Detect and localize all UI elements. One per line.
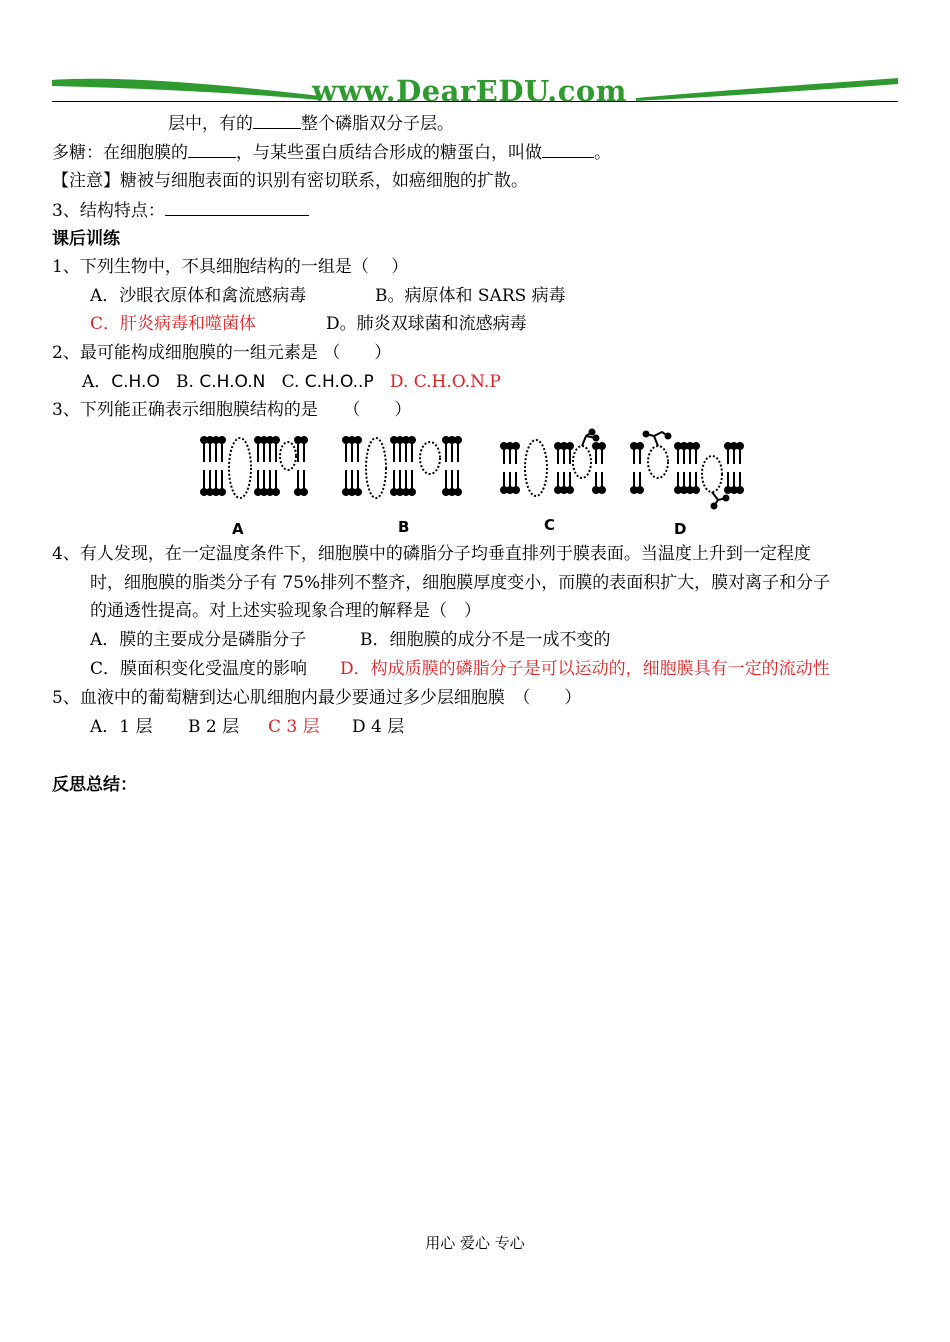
note-line [52,170,528,192]
q5-option-a: A．1 层 [90,717,153,737]
q5-option-b: B 2 层 [188,717,240,737]
q4-option-d: D．构成质膜的磷脂分子是可以运动的，细胞膜具有一定的流动性 [340,659,830,679]
q2-stem: 2、最可能构成细胞膜的一组元素是 （ ） [52,343,392,363]
text-line-4 [52,199,309,222]
figure-label-a: A [232,520,244,538]
q5-stem: 5、血液中的葡萄糖到达心肌细胞内最少要通过多少层细胞膜 （ ） [52,688,582,708]
membrane-figures [198,428,746,538]
text-line-1 [168,112,454,135]
answer-blank [542,141,594,158]
note-text: 糖被与细胞表面的识别有密切联系，如癌细胞的扩散。 [120,171,528,191]
q1-stem: 1、下列生物中，不具细胞结构的一组是（ ） [52,257,409,277]
figure-label-b: B [398,518,410,536]
text-line-2 [52,141,611,164]
section-title: 课后训练 [52,229,120,249]
q4-option-b: B．细胞膜的成分不是一成不变的 [360,630,611,650]
option-letter: C. [281,372,300,392]
answer-blank [165,199,309,216]
q1-option-a: A．沙眼衣原体和禽流感病毒 [90,286,307,306]
q5-option-d: D 4 层 [352,717,405,737]
text-fragment: 3、结构特点： [52,201,165,221]
green-swoosh-right [636,74,898,102]
reflection-heading: 反思总结： [52,775,137,795]
option-letter: A． [82,372,112,392]
figure-label-c: C [544,516,556,534]
answer-blank [188,141,236,158]
q3-stem: 3、下列能正确表示细胞膜结构的是 （ ） [52,400,412,420]
text-fragment: 多糖：在细胞膜的 [52,143,188,163]
q4-option-c: C．膜面积变化受温度的影响 [90,659,308,679]
option-value: C.H.O.N [199,372,266,392]
text-fragment: 。 [594,143,611,163]
q4-stem-line-2: 时，细胞膜的脂类分子有 75%排列不整齐，细胞膜厚度变小，而膜的表面积扩大，膜对离子和分子 [90,573,831,593]
page-footer: 用心 爱心 专心 [425,1234,525,1252]
q1-option-c: C．肝炎病毒和噬菌体 [90,314,257,334]
note-label: 【注意】 [52,171,120,191]
membrane-diagram-c [498,428,610,508]
q1-option-b: B。病原体和 SARS 病毒 [375,286,566,306]
membrane-diagram-b [342,428,462,508]
q1-option-d: D。肺炎双球菌和流感病毒 [326,314,527,334]
text-fragment: 层中，有的 [168,114,253,134]
q4-stem-line-1: 4、有人发现，在一定温度条件下，细胞膜中的磷脂分子均垂直排列于膜表面。当温度上升到一定程度 [52,544,811,564]
site-logo: www.DearEDU.com [312,74,627,108]
q2-option-d: D. C.H.O.N.P [389,372,501,392]
q4-option-a: A．膜的主要成分是磷脂分子 [90,630,307,650]
membrane-diagram-d [628,428,746,510]
green-swoosh-left [52,74,322,102]
q2-option-b [176,372,265,392]
option-value: C.H.O..P [304,372,374,392]
figure-label-d: D [674,520,687,538]
text-fragment: 整个磷脂双分子层。 [301,114,454,134]
q2-options [82,371,501,393]
option-letter: B. [176,372,194,392]
header-rule [52,101,898,102]
q5-option-c: C 3 层 [268,717,320,737]
q2-option-a [82,372,160,392]
answer-blank [253,112,301,129]
q2-option-c [282,372,374,392]
text-fragment: ，与某些蛋白质结合形成的糖蛋白，叫做 [236,143,542,163]
membrane-diagram-a [198,428,310,508]
q4-stem-line-3: 的通透性提高。对上述实验现象合理的解释是（ ） [90,601,481,621]
option-value: C.H.O [111,372,160,392]
